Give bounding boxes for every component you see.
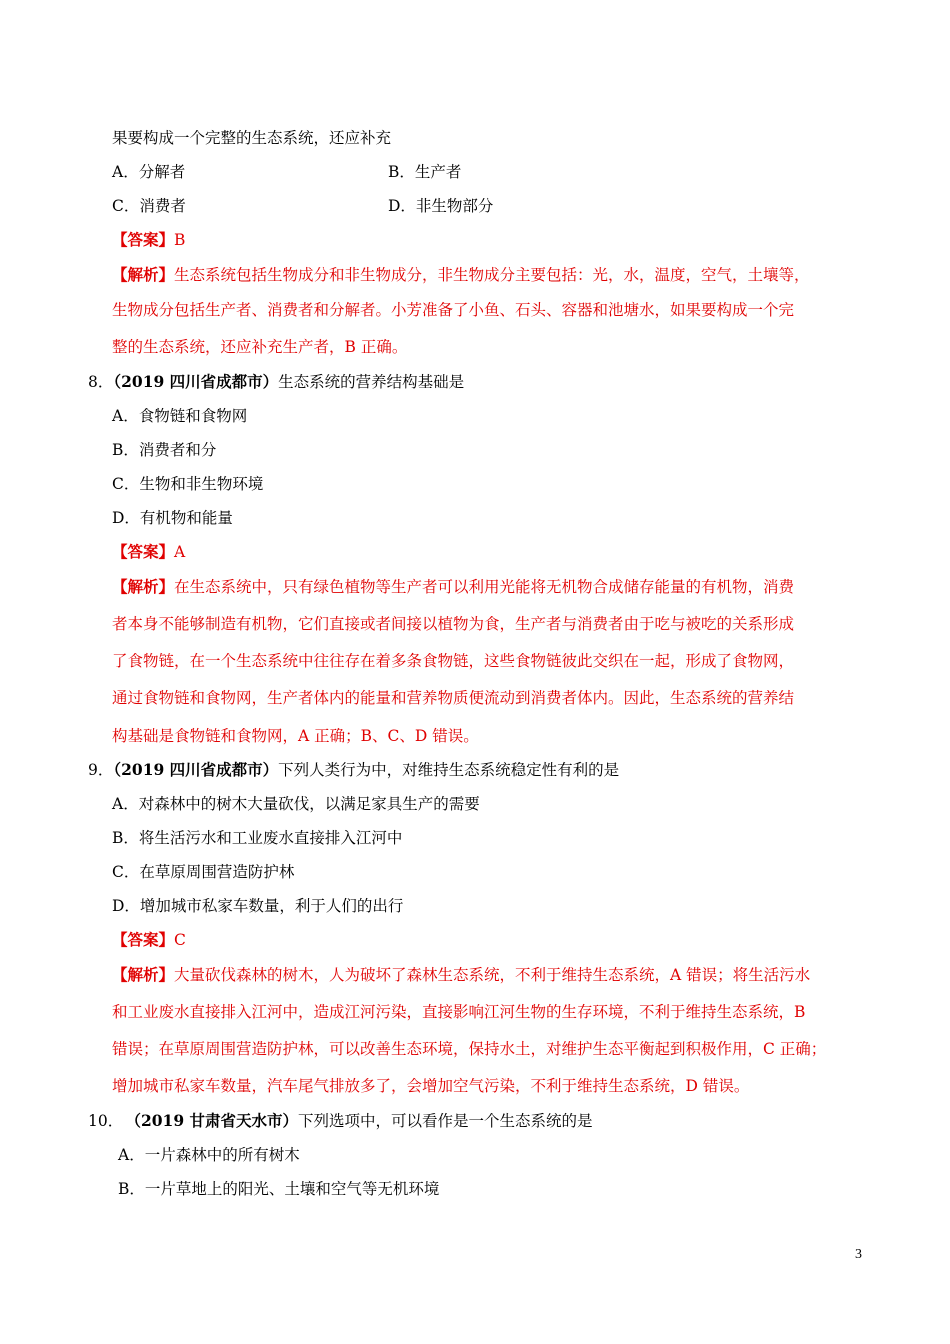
q8-answer	[112, 541, 185, 563]
q7-analysis-line-2: 生物成分包括生产者、消费者和分解者。小芳准备了小鱼、石头、容器和池塘水，如果要构成一个完	[112, 301, 795, 319]
q10-option-b: B．一片草地上的阳光、土壤和空气等无机环境	[118, 1180, 440, 1198]
q7-answer	[112, 229, 185, 251]
q7-analysis-line-1	[112, 264, 810, 286]
q9-option-a: A．对森林中的树木大量砍伐，以满足家具生产的需要	[112, 795, 480, 813]
question-source: （2019 甘肃省天水市）	[133, 1111, 299, 1130]
q9-analysis-line-1	[112, 964, 810, 986]
q8-option-b: B．消费者和分	[112, 441, 217, 459]
q9-analysis-line-2: 和工业废水直接排入江河中，造成江河污染，直接影响江河生物的生存环境，不利于维持生态系统，B	[112, 1003, 806, 1021]
q10-stem	[88, 1110, 593, 1132]
q8-option-c: C．生物和非生物环境	[112, 475, 264, 493]
answer-tag: 【答案】	[112, 542, 175, 561]
analysis-text: 生态系统包括生物成分和非生物成分，非生物成分主要包括：光，水，温度，空气，土壤等，	[174, 266, 810, 284]
q8-analysis-line-1	[112, 576, 794, 598]
answer-tag: 【答案】	[112, 930, 175, 949]
q9-option-d: D．增加城市私家车数量，利于人们的出行	[112, 897, 404, 915]
q9-stem	[88, 759, 619, 781]
q8-analysis-line-4: 通过食物链和食物网，生产者体内的能量和营养物质便流动到消费者体内。因此，生态系统的营养结	[112, 689, 795, 707]
answer-value: C	[174, 931, 186, 949]
q7-analysis-line-3: 整的生态系统，还应补充生产者，B 正确。	[112, 338, 408, 356]
q9-option-c: C．在草原周围营造防护林	[112, 863, 295, 881]
q8-option-d: D．有机物和能量	[112, 509, 233, 527]
q10-option-a: A．一片森林中的所有树木	[118, 1146, 300, 1164]
q9-analysis-line-4: 增加城市私家车数量，汽车尾气排放多了，会增加空气污染，不利于维持生态系统，D 错误。	[112, 1077, 750, 1095]
q7-option-d: D．非生物部分	[388, 197, 494, 215]
q7-option-b: B．生产者	[388, 163, 462, 181]
analysis-tag: 【解析】	[112, 577, 175, 596]
analysis-tag: 【解析】	[112, 965, 175, 984]
q7-option-c: C．消费者	[112, 197, 186, 215]
q9-option-b: B．将生活污水和工业废水直接排入江河中	[112, 829, 403, 847]
page-number: 3	[855, 1247, 862, 1262]
q9-answer	[112, 929, 186, 951]
q8-option-a: A．食物链和食物网	[112, 407, 248, 425]
q7-option-a: A．分解者	[112, 163, 186, 181]
analysis-text: 大量砍伐森林的树木，人为破坏了森林生态系统，不利于维持生态系统，A 错误；将生活污水	[174, 966, 811, 984]
question-text: 下列人类行为中，对维持生态系统稳定性有利的是	[278, 761, 620, 779]
analysis-text: 在生态系统中，只有绿色植物等生产者可以利用光能将无机物合成储存能量的有机物，消费	[174, 578, 795, 596]
q8-analysis-line-2: 者本身不能够制造有机物，它们直接或者间接以植物为食，生产者与消费者由于吃与被吃的关系形成	[112, 615, 795, 633]
answer-tag: 【答案】	[112, 230, 175, 249]
analysis-tag: 【解析】	[112, 265, 175, 284]
q8-analysis-line-3: 了食物链，在一个生态系统中往往存在着多条食物链，这些食物链彼此交织在一起，形成了食物网，	[112, 652, 795, 670]
answer-value: A	[174, 543, 186, 561]
question-text: 生态系统的营养结构基础是	[278, 373, 465, 391]
question-source: （2019 四川省成都市）	[113, 372, 279, 391]
q8-analysis-line-5: 构基础是食物链和食物网，A 正确；B、C、D 错误。	[112, 727, 479, 745]
question-number: 10．	[88, 1112, 124, 1130]
answer-value: B	[174, 231, 186, 249]
q9-analysis-line-3: 错误；在草原周围营造防护林，可以改善生态环境，保持水土，对维护生态平衡起到积极作用，C 正确；	[112, 1040, 827, 1058]
q8-stem	[88, 371, 464, 393]
question-number: 8．	[88, 373, 114, 391]
question-text: 下列选项中，可以看作是一个生态系统的是	[298, 1112, 593, 1130]
question-number: 9．	[88, 761, 114, 779]
question-source: （2019 四川省成都市）	[113, 760, 279, 779]
q7-stem-continuation: 果要构成一个完整的生态系统，还应补充	[112, 129, 392, 147]
